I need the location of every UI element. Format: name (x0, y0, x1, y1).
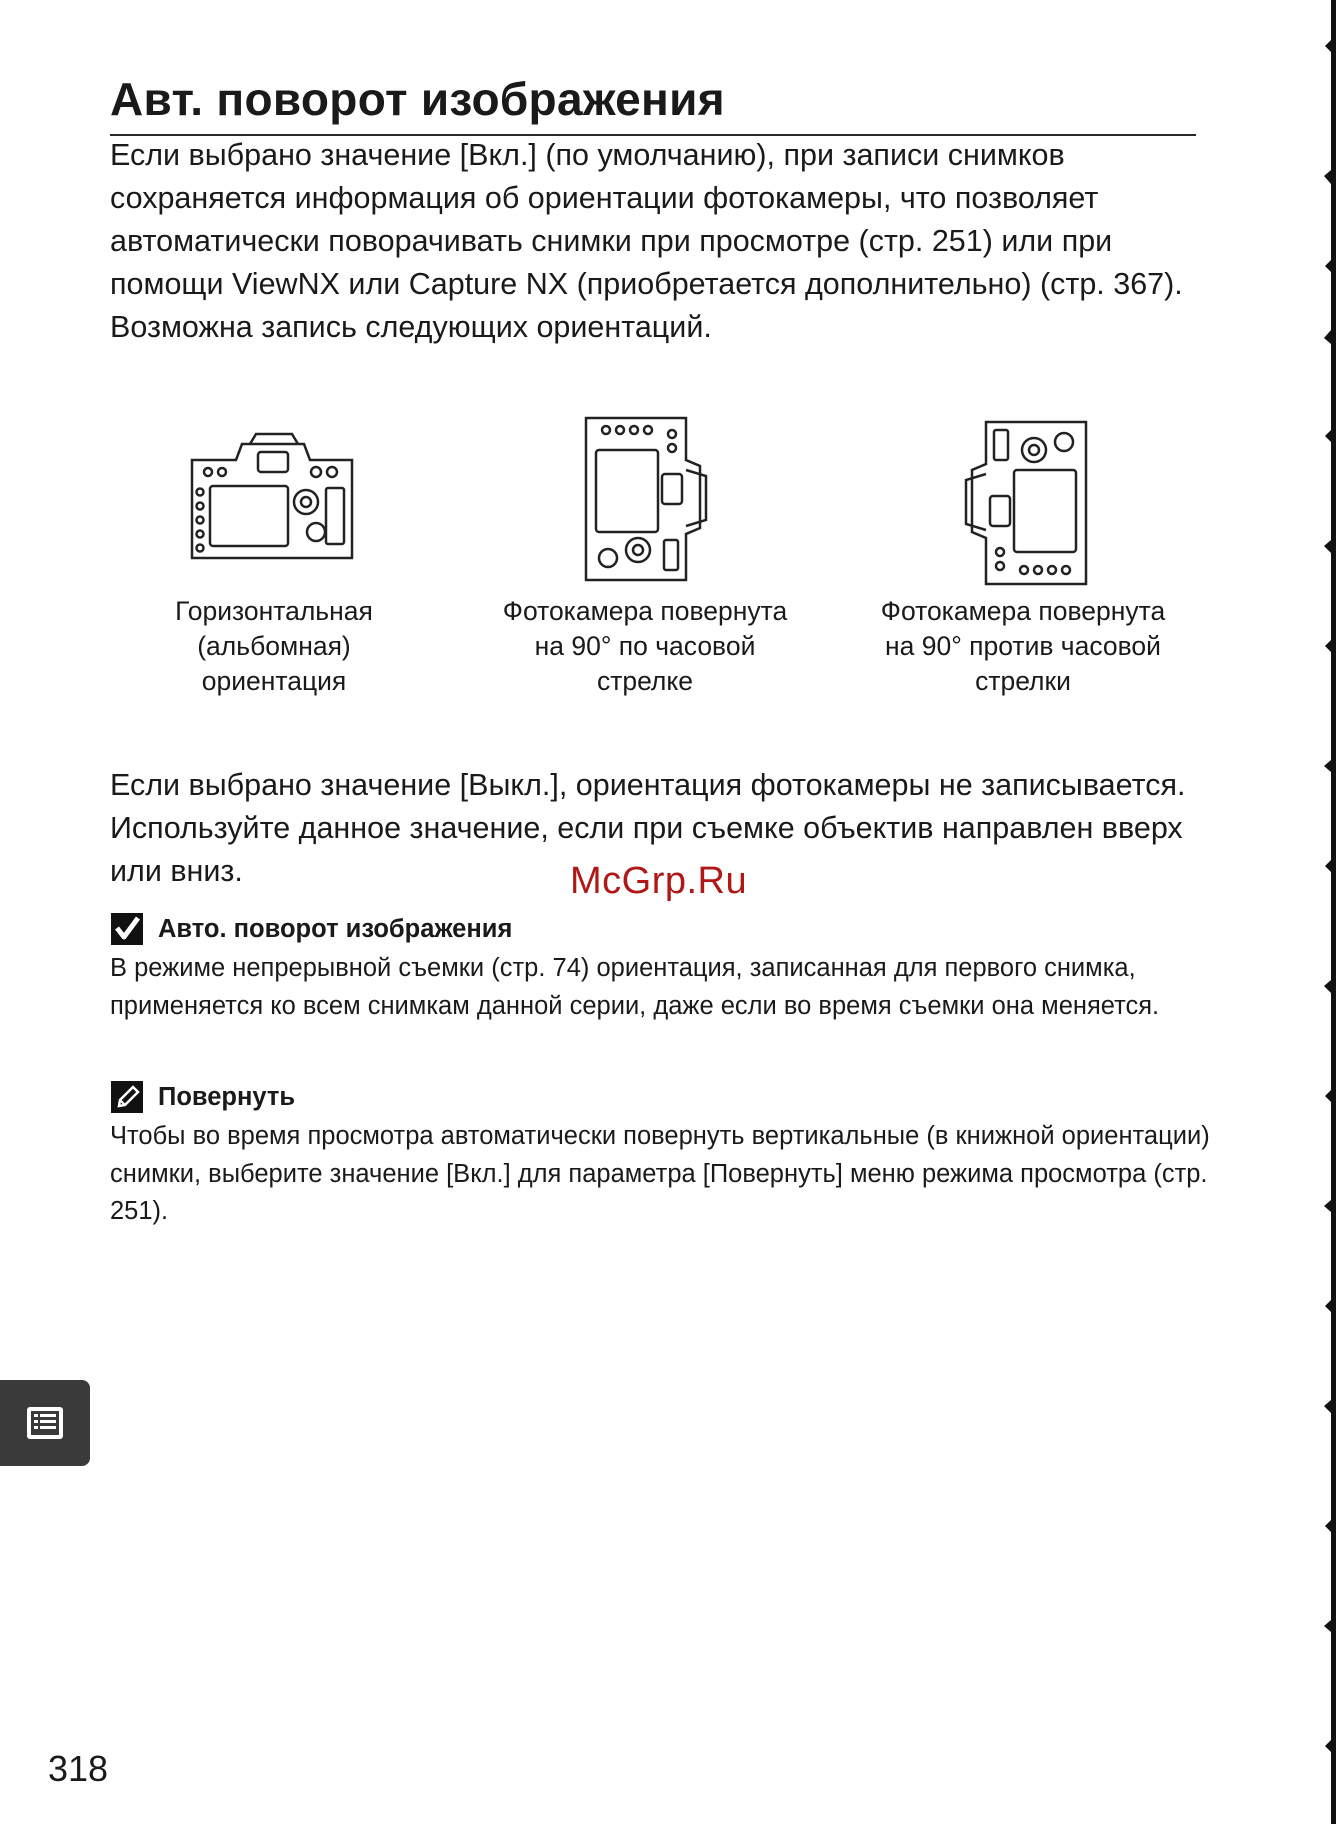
camera-rotated-counterclockwise-icon (958, 414, 1092, 590)
note-rotate-text: Чтобы во время просмотра автоматически повернуть вертикальные (в книжной ориентации) снимки, выберите значение [Вкл.] для параметра [Повернуть] меню режима просмотра (стр. 251). (110, 1122, 1210, 1225)
note-auto-rotate-title: Авто. поворот изображения (158, 914, 513, 943)
caption-clockwise: Фотокамера повернута на 90° по часовой стрелке (502, 596, 788, 696)
note-auto-rotate-text: В режиме непрерывной съемки (стр. 74) ориентация, записанная для первого снимка, применяется ко всем снимкам данной серии, даже если во время съемки она меняется. (110, 954, 1160, 1020)
note-rotate-heading (110, 1080, 295, 1114)
section-tab[interactable] (0, 1380, 90, 1466)
page-number: 318 (48, 1748, 109, 1789)
camera-landscape-icon (186, 430, 358, 566)
page-title: Авт. поворот изображения (110, 73, 725, 125)
note-auto-rotate-heading (110, 912, 512, 946)
page-edge-decoration (1322, 0, 1336, 1824)
watermark: McGrp.Ru (570, 860, 748, 902)
caption-counterclockwise: Фотокамера повернута на 90° против часовой стрелки (880, 596, 1166, 696)
pencil-icon (110, 1080, 144, 1114)
checkmark-icon (110, 912, 144, 946)
menu-list-icon (24, 1402, 66, 1444)
note-rotate-title: Повернуть (158, 1082, 296, 1111)
off-paragraph: Если выбрано значение [Выкл.], ориентация фотокамеры не записывается. Используйте данное значение, если при съемке объектив направлен вверх или вниз. (110, 768, 1186, 888)
camera-rotated-clockwise-icon (582, 410, 712, 586)
caption-landscape: Горизонтальная (альбомная) ориентация (175, 596, 373, 696)
intro-paragraph: Если выбрано значение [Вкл.] (по умолчанию), при записи снимков сохраняется информация об ориентации фотокамеры, что позволяет автоматически поворачивать снимки при просмотре (стр. 251) или при помощи ViewNX или Capture NX (приобретается дополнительно) (стр. 367). Возможна запись следующих ориентаций. (110, 138, 1183, 344)
